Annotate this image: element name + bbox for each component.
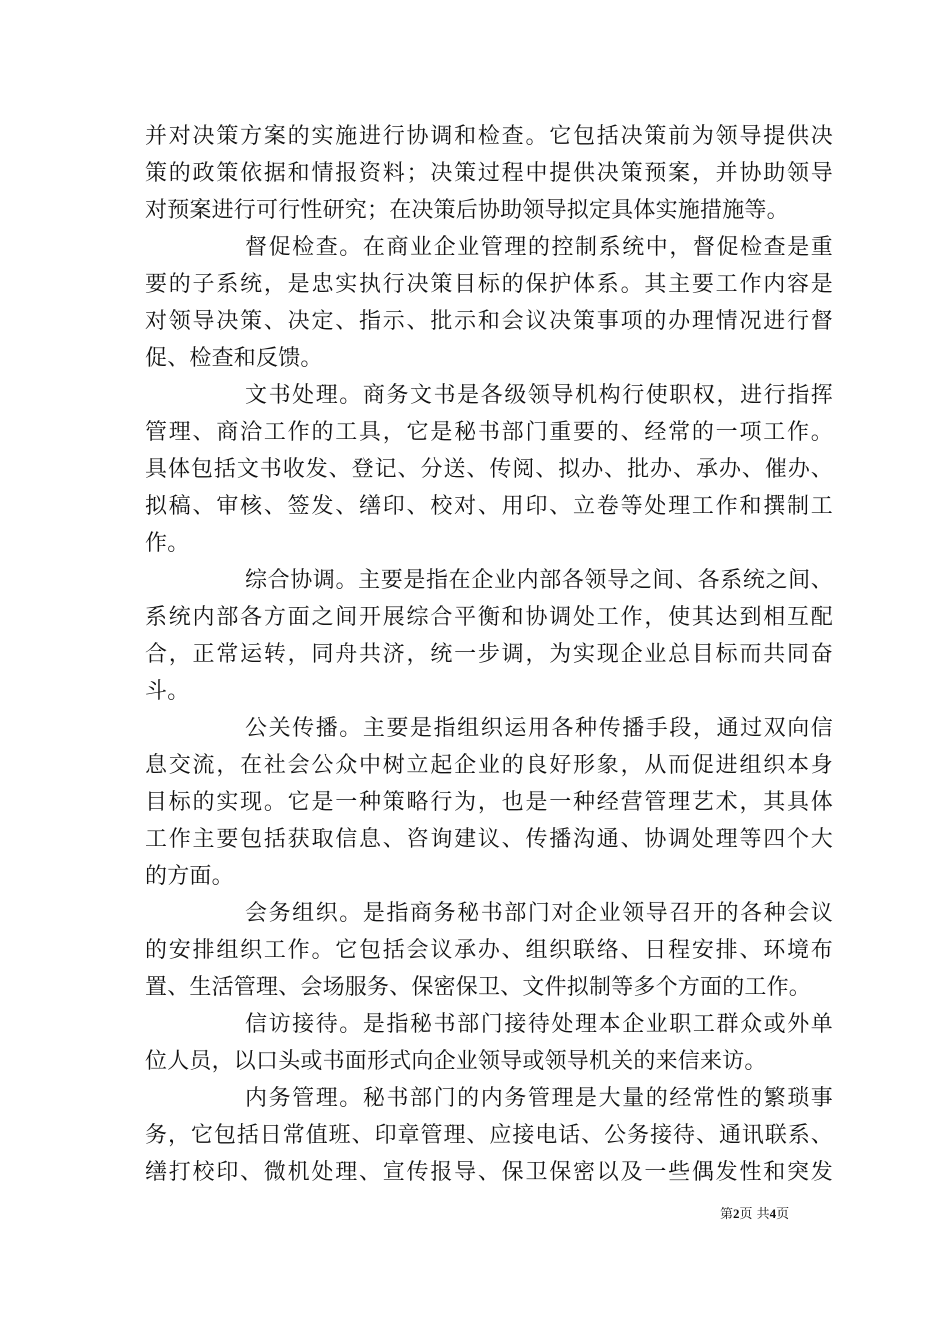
paragraph-reception — [145, 1006, 833, 1080]
paragraph-line: 文书处理。商务文书是各级领导机构行使职权，进行指挥 — [245, 383, 833, 408]
footer-suffix: 页 — [776, 1207, 790, 1222]
paragraph-line: 对预案进行可行性研究；在决策后协助领导拟定具体实施措施等。 — [145, 198, 789, 223]
paragraph-line: 内务管理。秘书部门的内务管理是大量的经常性的繁琐事 — [245, 1086, 833, 1111]
footer-middle: 页 共 — [739, 1207, 770, 1222]
paragraph-0 — [145, 118, 833, 229]
paragraph-line: 管理、商洽工作的工具，它是秘书部门重要的、经常的一项工作。 — [145, 420, 833, 445]
paragraph-internal-affairs — [145, 1080, 833, 1191]
paragraph-line: 置、生活管理、会场服务、保密保卫、文件拟制等多个方面的工作。 — [145, 975, 812, 1000]
paragraph-line: 的方面。 — [145, 864, 234, 889]
paragraph-line: 目标的实现。它是一种策略行为，也是一种经营管理艺术，其具体 — [145, 790, 833, 815]
paragraph-documents — [145, 377, 833, 562]
paragraph-line: 具体包括文书收发、登记、分送、传阅、拟办、批办、承办、催办、 — [145, 457, 833, 482]
current-page-number: 2 — [733, 1206, 740, 1221]
paragraph-line: 务，它包括日常值班、印章管理、应接电话、公务接待、通讯联系、 — [145, 1123, 833, 1148]
paragraph-line: 斗。 — [145, 679, 190, 704]
paragraph-line: 促、检查和反馈。 — [145, 346, 323, 371]
paragraph-line: 位人员，以口头或书面形式向企业领导或领导机关的来信来访。 — [145, 1049, 767, 1074]
paragraph-line: 会务组织。是指商务秘书部门对企业领导召开的各种会议 — [245, 901, 833, 926]
paragraph-line: 并对决策方案的实施进行协调和检查。它包括决策前为领导提供决 — [145, 124, 833, 149]
paragraph-coordination — [145, 562, 833, 710]
footer-prefix: 第 — [720, 1207, 734, 1222]
paragraph-public-relations — [145, 710, 833, 895]
paragraph-line: 策的政策依据和情报资料；决策过程中提供决策预案，并协助领导 — [145, 161, 833, 186]
paragraph-line: 合，正常运转，同舟共济，统一步调，为实现企业总目标而共同奋 — [145, 642, 833, 667]
paragraph-meetings — [145, 895, 833, 1006]
paragraph-line: 对领导决策、决定、指示、批示和会议决策事项的办理情况进行督 — [145, 309, 833, 334]
paragraph-line: 拟稿、审核、签发、缮印、校对、用印、立卷等处理工作和撰制工 — [145, 494, 833, 519]
paragraph-supervision — [145, 229, 833, 377]
paragraph-line: 缮打校印、微机处理、宣传报导、保卫保密以及一些偶发性和突发 — [145, 1160, 833, 1185]
paragraph-line: 系统内部各方面之间开展综合平衡和协调处工作，使其达到相互配 — [145, 605, 833, 630]
paragraph-line: 综合协调。主要是指在企业内部各领导之间、各系统之间、 — [245, 568, 833, 593]
paragraph-line: 信访接待。是指秘书部门接待处理本企业职工群众或外单 — [245, 1012, 833, 1037]
paragraph-line: 公关传播。主要是指组织运用各种传播手段，通过双向信 — [245, 716, 833, 741]
document-body — [145, 118, 833, 1191]
paragraph-line: 息交流，在社会公众中树立起企业的良好形象，从而促进组织本身 — [145, 753, 833, 778]
total-page-number: 4 — [769, 1206, 777, 1221]
paragraph-line: 的安排组织工作。它包括会议承办、组织联络、日程安排、环境布 — [145, 938, 833, 963]
paragraph-line: 工作主要包括获取信息、咨询建议、传播沟通、协调处理等四个大 — [145, 827, 833, 852]
paragraph-line: 作。 — [145, 531, 190, 556]
paragraph-line: 要的子系统，是忠实执行决策目标的保护体系。其主要工作内容是 — [145, 272, 833, 297]
paragraph-line: 督促检查。在商业企业管理的控制系统中，督促检查是重 — [245, 235, 833, 260]
page-footer — [720, 1206, 789, 1223]
